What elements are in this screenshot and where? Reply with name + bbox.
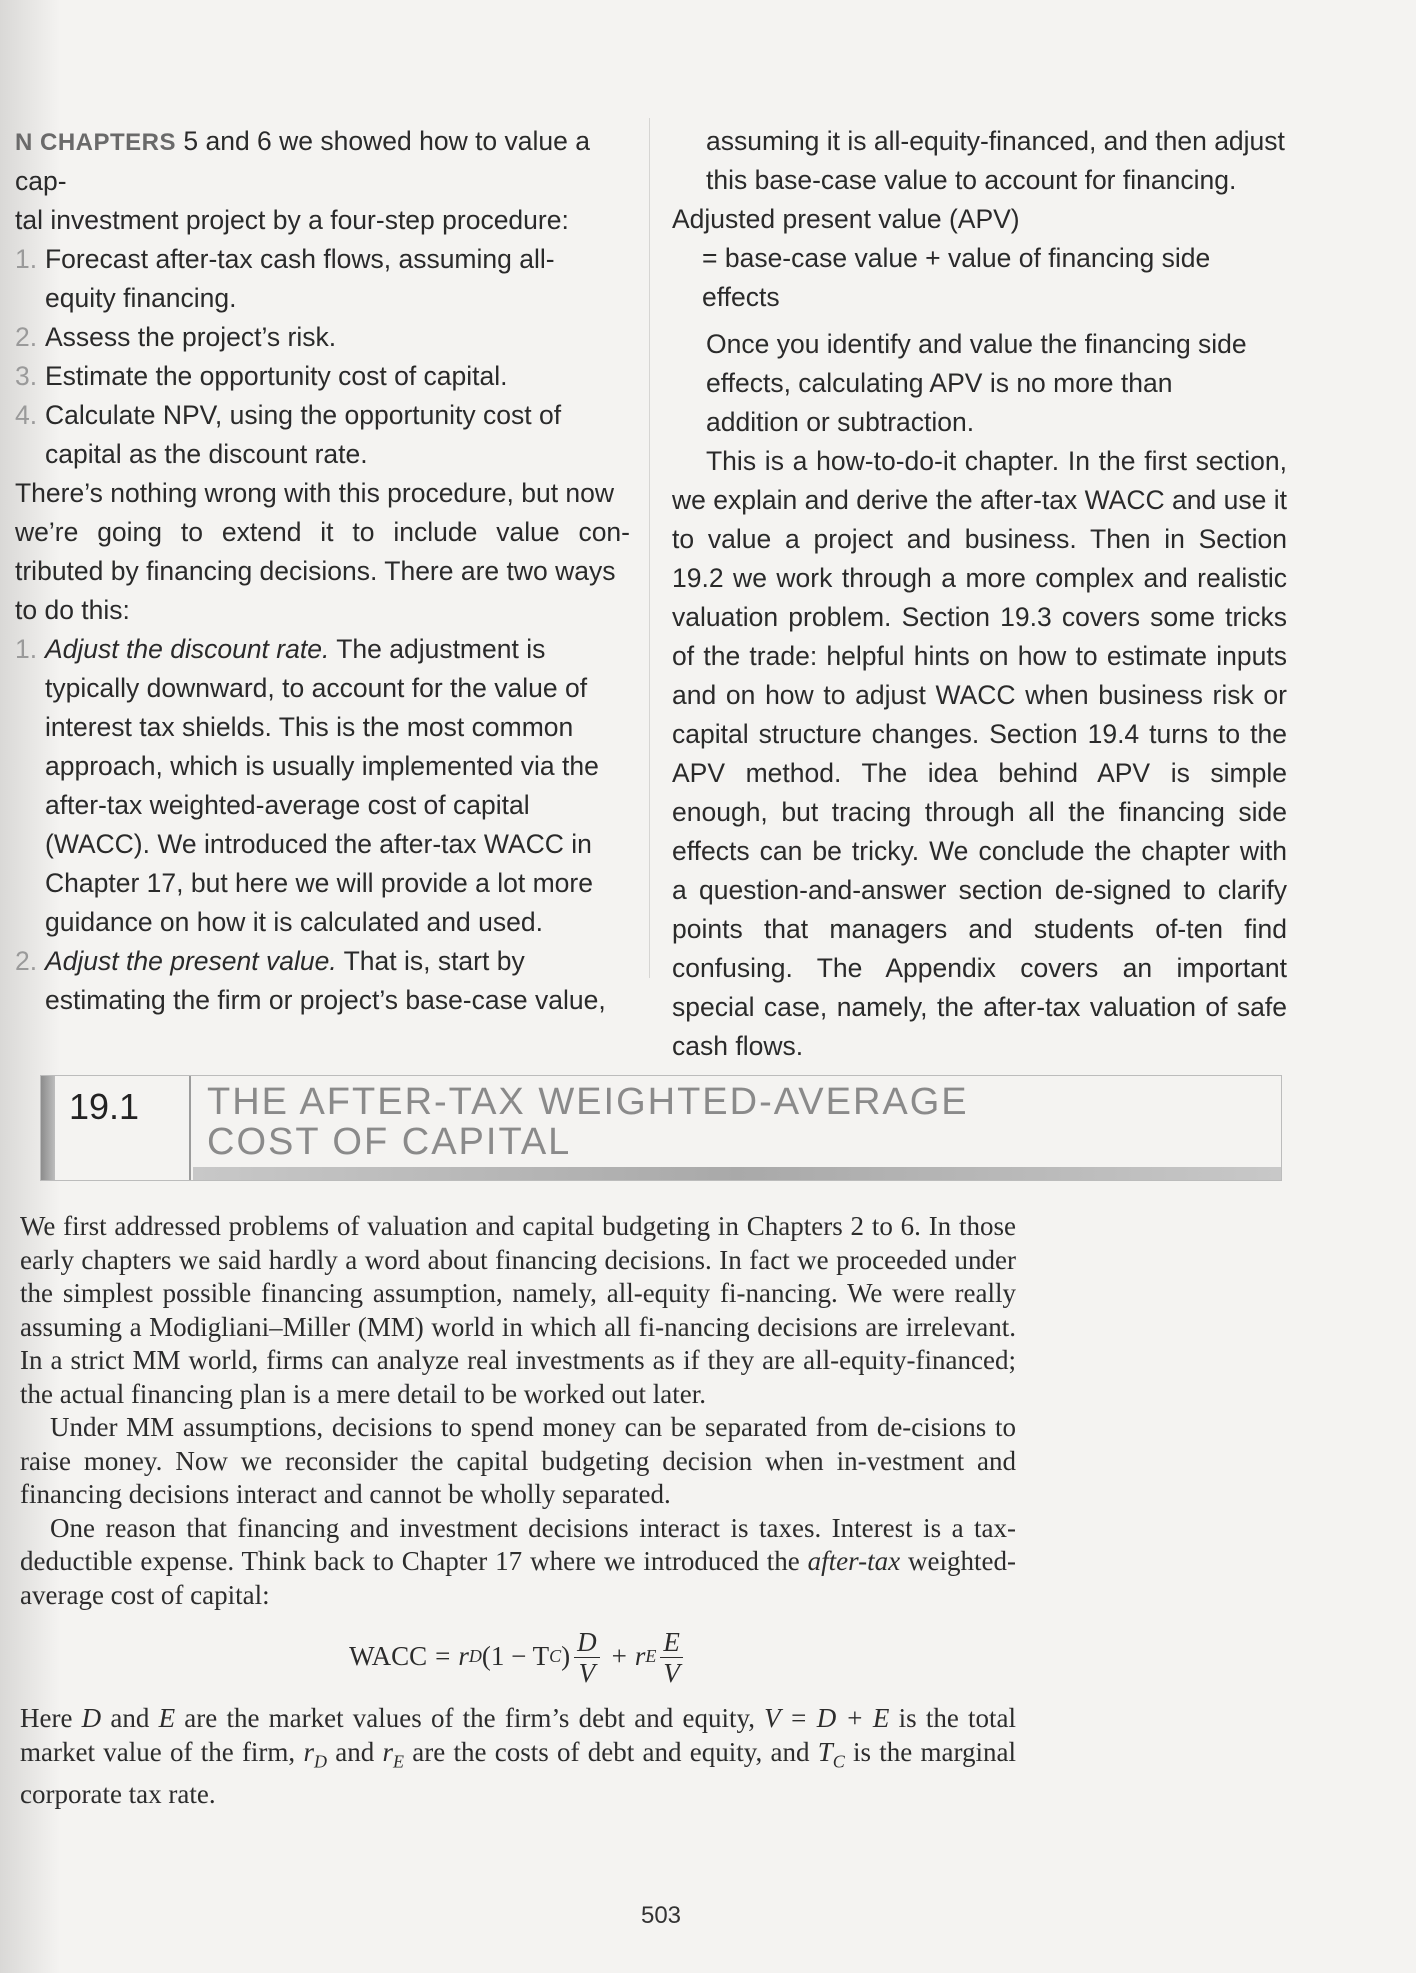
body-paragraph-2: Under MM assumptions, decisions to spend money can be separated from de-cisions to raise money. Now we reconsider the capital budgeting decision when in-vestment and financing decisions interact and cannot be wholly separated. bbox=[20, 1412, 1016, 1509]
adjust-discount-rate-item: 1. Adjust the discount rate. The adjustment is typically downward, to account for the value of interest tax shields. This is the most common approach, which is usually implemented via the after-tax weighted-average cost of capital (WACC). We introduced the after-tax WACC in Chapter 17, but here we will provide a lot more guidance on how it is calculated and used. bbox=[15, 634, 599, 937]
intro-paragraph-1: N CHAPTERS 5 and 6 we showed how to value a cap- bbox=[15, 126, 590, 196]
page-number: 503 bbox=[640, 1902, 682, 1929]
apv-definition: Adjusted present value (APV) bbox=[672, 204, 1020, 234]
body-paragraph-3: One reason that financing and investment decisions interact is taxes. Interest is a tax-deductible expense. Think back to Chapter 17 where we introduced the after-tax weighted-average cost of capital: bbox=[20, 1512, 1016, 1610]
step-item: 2. Assess the project’s risk. bbox=[15, 322, 337, 352]
section-heading-tab bbox=[41, 1076, 55, 1180]
column-divider bbox=[649, 118, 650, 978]
chapter-lead-word: N CHAPTERS bbox=[15, 129, 177, 156]
intro-right-column: assuming it is all-equity-financed, and then adjust this base-case value to account for financing. Adjusted present value (APV) = base-case value + value of financing side effects Once you identify and value the financing side effects, calculating APV is no more than addition or subtraction. This is a how-to-do-it chapter. In the first section, we explain and derive the after-tax WACC and use it to value a project and business. Then in Section 19.2 we work through a more complex and realistic valuation problem. Section 19.3 covers some tricks of the trade: helpful hints on how to estimate inputs and on how to adjust WACC when business risk or capital structure changes. Section 19.4 turns to the APV method. The idea behind APV is simple enough, but tracing through all the financing side effects can be tricky. We conclude the chapter with a question-and-answer section de-signed to clarify points that managers and students of-ten find confusing. The Appendix covers an important special case, namely, the after-tax valuation of safe cash flows. bbox=[672, 122, 1287, 1066]
section-heading-bar bbox=[193, 1167, 1281, 1180]
adjust-present-value-item: 2. Adjust the present value. That is, start by estimating the firm or project’s base-case value, bbox=[15, 946, 606, 1015]
step-item: 1. Forecast after-tax cash flows, assuming all- equity financing. bbox=[15, 244, 555, 313]
debt-fraction: $\frac{D}{V}$ bbox=[574, 1627, 600, 1688]
body-paragraph-4: Here D and E are the market values of the firm’s debt and equity, V = D + E is the total market value of the firm, $r_D$ and $r_E$ are the costs of debt and equity, and $T_C$ is the marginal corporate tax rate. bbox=[20, 1703, 1017, 1810]
section-heading bbox=[40, 1075, 1282, 1181]
intro-paragraph-2: There’s nothing wrong with this procedure, but now bbox=[15, 478, 615, 508]
section-heading-separator bbox=[189, 1076, 191, 1180]
section-title: THE AFTER-TAX WEIGHTED-AVERAGE COST OF CAPITAL bbox=[207, 1081, 969, 1163]
body-paragraph-1: We first addressed problems of valuation and capital budgeting in Chapters 2 to 6. In those early chapters we said hardly a word about financing decisions. In fact we proceeded under the simplest possible financing assumption, namely, all-equity fi-nancing. We were really assuming a Modigliani–Miller (MM) world in which all fi-nancing decisions are irrelevant. In a strict MM world, firms can analyze real investments as if they are all-equity-financed; the actual financing plan is a mere detail to be worked out later. bbox=[20, 1211, 1016, 1409]
wacc-formula: WACC = r D (1 − T C ) $\frac{D}{V}$ + r E $\frac{E}{V}$ bbox=[20, 1618, 1016, 1696]
intro-left-column: N CHAPTERS 5 and 6 we showed how to value a cap- tal investment project by a four-step procedure: 1. Forecast after-tax cash flows, assuming all- equity financing. 2. Assess the project’s risk. 3. Estimate the opportunity cost of capital. 4. Calculate NPV, using the opportunity cost of capital as the discount rate. There’s nothing wrong with this procedure, but now we’re going to extend it to include value con- tributed by financing decisions. There are two ways to do this: 1. Adjust the discount rate. The adjustment is typically downward, to account for the value of interest tax shields. This is the most common approach, which is usually implemented via the after-tax weighted-average cost of capital (WACC). We introduced the after-tax WACC in Chapter 17, but here we will provide a lot more guidance on how it is calculated and used. 2. Adjust the present value. That is, start by estimating the firm or project’s base-case value, bbox=[15, 122, 630, 1020]
step-item: 4. Calculate NPV, using the opportunity cost of capital as the discount rate. bbox=[15, 400, 562, 469]
section-number: 19.1 bbox=[69, 1086, 140, 1127]
chapter-overview-paragraph: This is a how-to-do-it chapter. In the first section, we explain and derive the after-tax WACC and use it to value a project and business. Then in Section 19.2 we work through a more complex and realistic valuation problem. Section 19.3 covers some tricks of the trade: helpful hints on how to estimate inputs and on how to adjust WACC when business risk or capital structure changes. Section 19.4 turns to the APV method. The idea behind APV is simple enough, but tracing through all the financing side effects can be tricky. We conclude the chapter with a question-and-answer section de-signed to clarify points that managers and students of-ten find confusing. The Appendix covers an important special case, namely, the after-tax valuation of safe cash flows. bbox=[672, 446, 1287, 1061]
section-body bbox=[20, 1210, 1016, 1812]
step-item: 3. Estimate the opportunity cost of capital. bbox=[15, 361, 508, 391]
equity-fraction: $\frac{E}{V}$ bbox=[660, 1627, 683, 1688]
apv-formula: = base-case value + value of financing side effects bbox=[702, 243, 1211, 312]
